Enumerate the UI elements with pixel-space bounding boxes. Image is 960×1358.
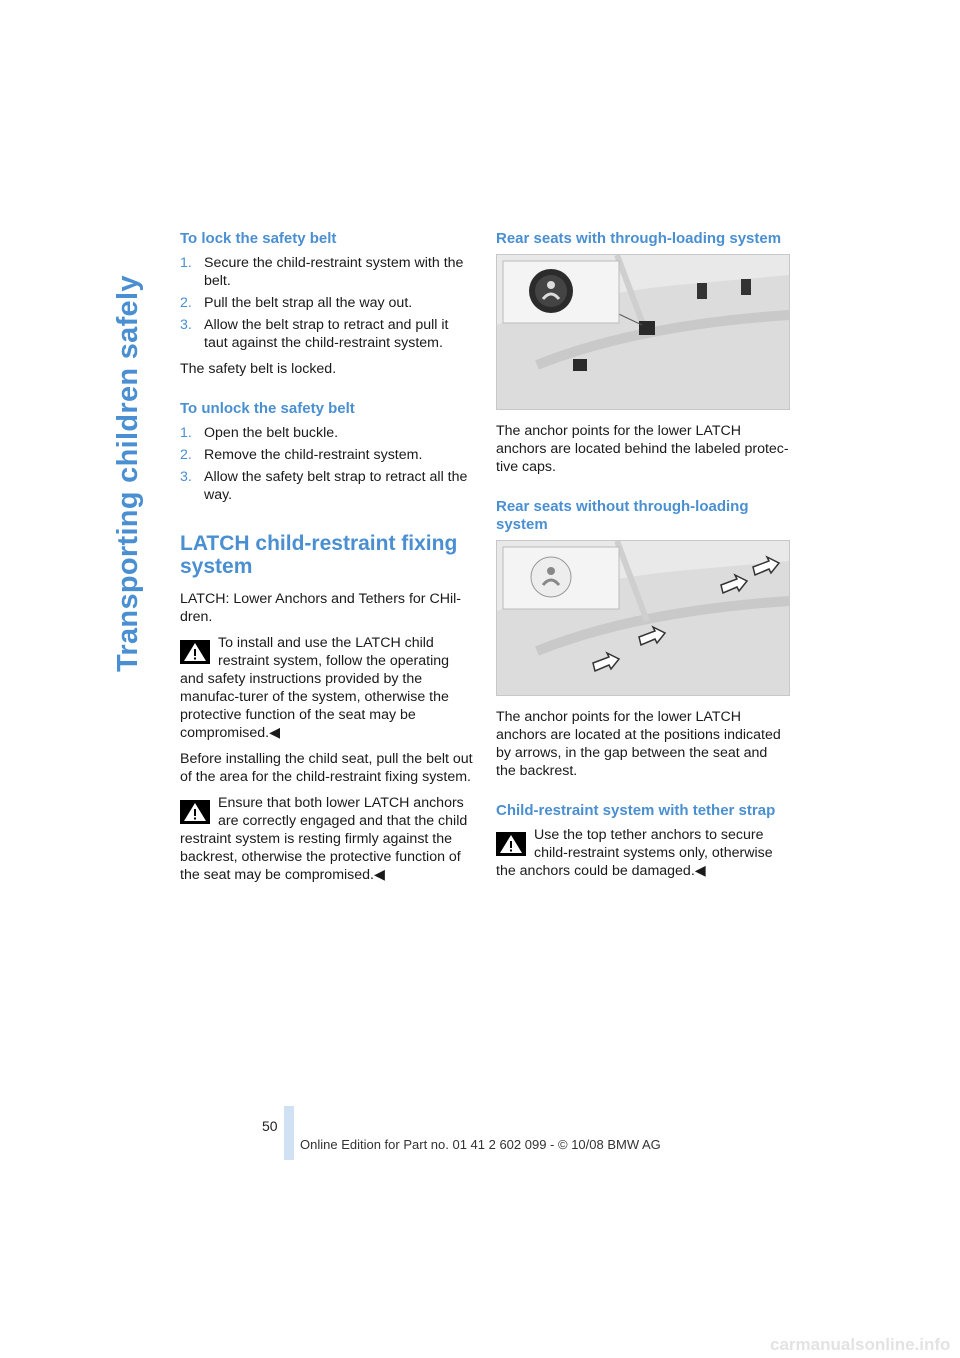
unlock-heading: To unlock the safety belt xyxy=(180,400,355,417)
side-chapter-title: Transporting children safely xyxy=(112,275,144,672)
warning-note: Use the top tether anchors to secure child-restraint systems only, otherwise the anchors could be damaged.◀ xyxy=(496,827,773,879)
warning-note: To install and use the LATCH child restraint system, follow the operating and safety instructions provided by the manufac-turer of the system, otherwise the protective function of the seat may be compromised.◀ xyxy=(180,635,450,741)
lock-steps xyxy=(180,254,474,352)
unlock-steps xyxy=(180,424,474,504)
edition-footer: Online Edition for Part no. 01 41 2 602 099 - © 10/08 BMW AG xyxy=(300,1137,661,1152)
footer-accent-bar xyxy=(284,1106,294,1160)
left-column xyxy=(180,230,474,892)
list-item: 3. Allow the belt strap to retract and pull it taut against the child-restraint system. xyxy=(180,317,449,351)
watermark: carmanualsonline.info xyxy=(770,1335,951,1354)
page-number: 50 xyxy=(262,1118,278,1134)
without-through-loading-text: The anchor points for the lower LATCH anchors are located at the positions indicated by arrows, in the gap between the seat and the backrest. xyxy=(496,709,781,779)
list-item: 1. Secure the child-restraint system with the belt. xyxy=(180,255,464,289)
latch-intro: LATCH: Lower Anchors and Tethers for CHil-dren. xyxy=(180,591,461,625)
before-install-text: Before installing the child seat, pull the belt out of the area for the child-restraint fixing system. xyxy=(180,751,473,785)
right-column xyxy=(496,230,790,888)
list-item: 2. Pull the belt strap all the way out. xyxy=(180,295,413,311)
lock-heading: To lock the safety belt xyxy=(180,230,337,247)
through-loading-text: The anchor points for the lower LATCH anchors are located behind the labeled protec-tive caps. xyxy=(496,423,789,475)
warning-icon xyxy=(496,832,526,856)
list-item: 2. Remove the child-restraint system. xyxy=(180,447,423,463)
warning-note: Ensure that both lower LATCH anchors are correctly engaged and that the child restraint system is resting firmly against the backrest, otherwise the protective function of the seat may be compromised.◀ xyxy=(180,795,468,883)
warning-icon xyxy=(180,640,210,664)
seat-illustration-through-loading xyxy=(496,254,790,410)
lock-result: The safety belt is locked. xyxy=(180,361,337,377)
without-through-loading-heading: Rear seats without through-loading system xyxy=(496,498,749,533)
list-item: 3. Allow the safety belt strap to retract all the way. xyxy=(180,469,468,503)
tether-heading: Child-restraint system with tether strap xyxy=(496,802,776,819)
warning-icon xyxy=(180,800,210,824)
list-item: 1. Open the belt buckle. xyxy=(180,425,339,441)
seat-illustration-without-through-loading xyxy=(496,540,790,696)
latch-heading: LATCH child-restraint fixing system xyxy=(180,532,458,578)
through-loading-heading: Rear seats with through-loading system xyxy=(496,230,782,247)
